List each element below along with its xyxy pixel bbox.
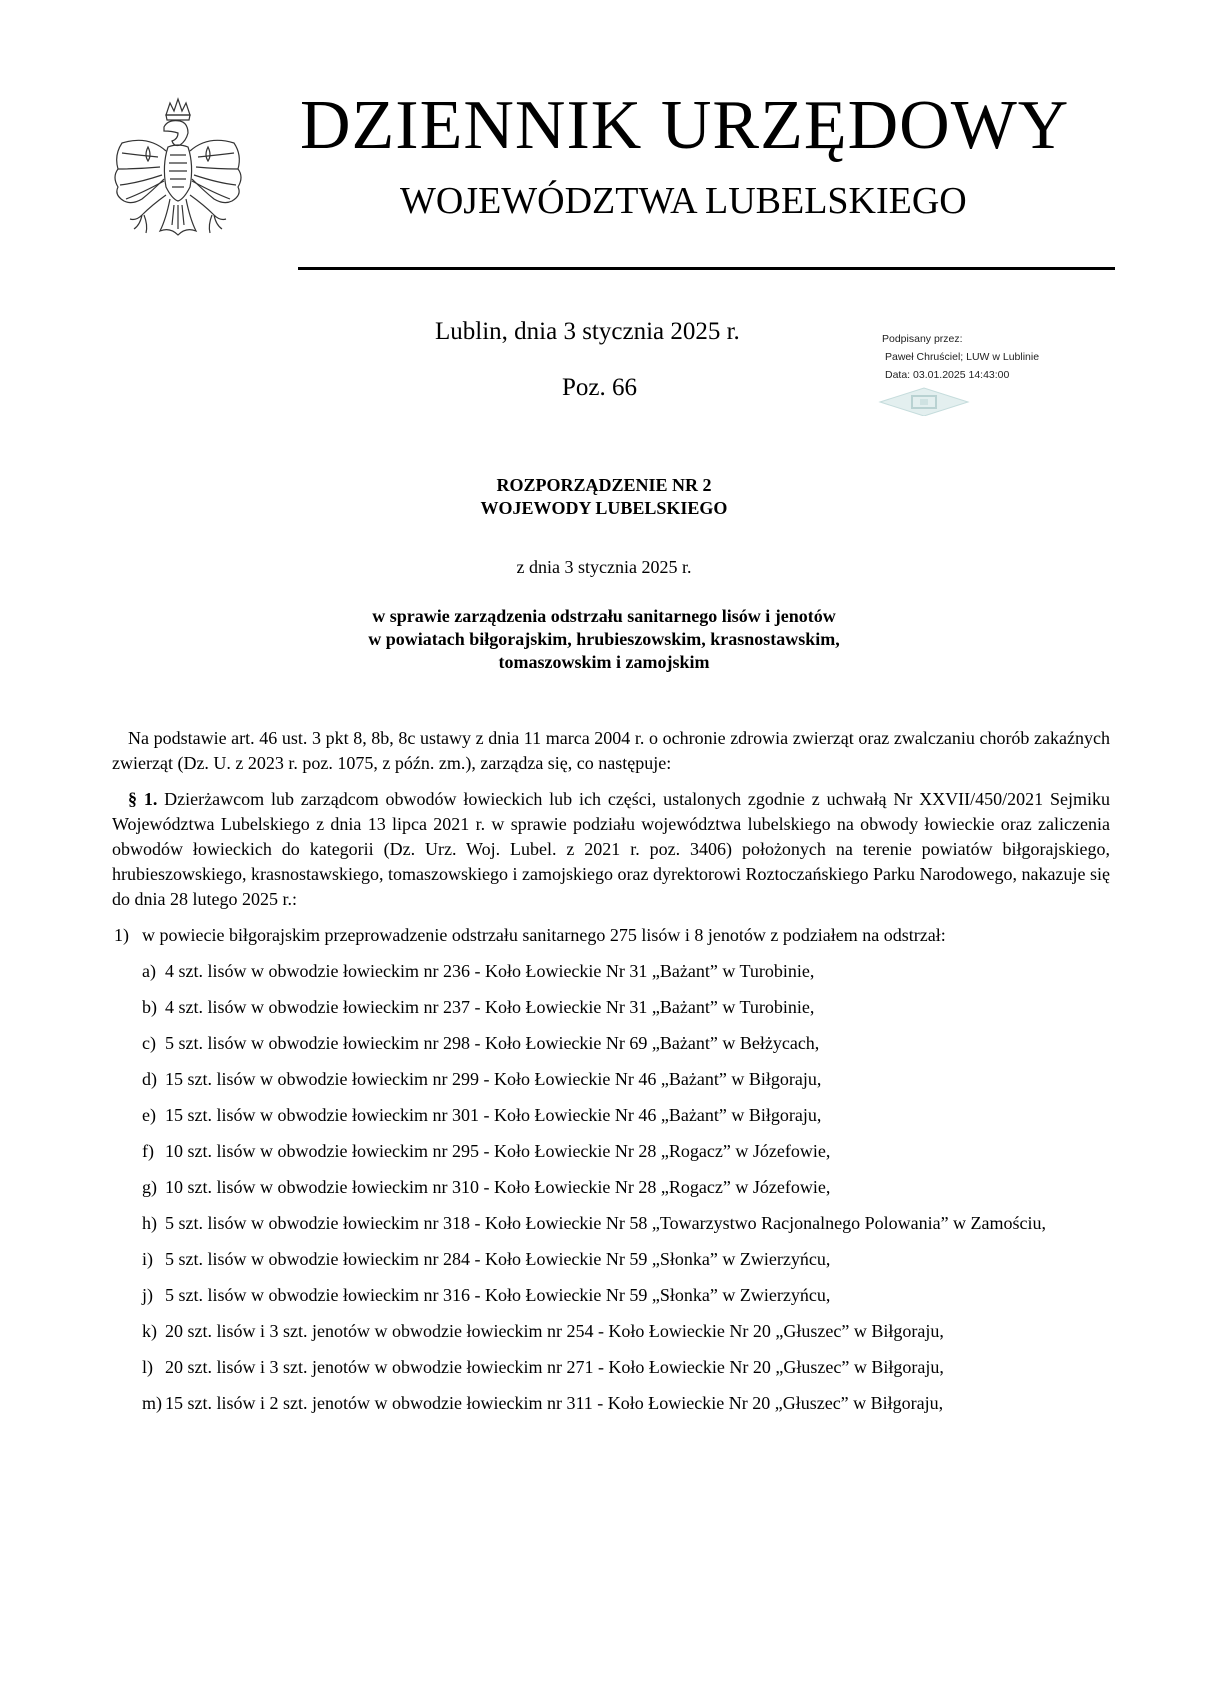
subpoint-letter: j) xyxy=(142,1285,153,1305)
subpoint-letter: k) xyxy=(142,1321,157,1341)
subpoint-text: 5 szt. lisów w obwodzie łowieckim nr 316 - Koło Łowieckie Nr 59 „Słonka” w Zwierzyńcu, xyxy=(165,1285,831,1305)
subpoint-text: 10 szt. lisów w obwodzie łowieckim nr 310 - Koło Łowieckie Nr 28 „Rogacz” w Józefowie, xyxy=(165,1177,831,1197)
subpoint-text: 15 szt. lisów w obwodzie łowieckim nr 299 - Koło Łowieckie Nr 46 „Bażant” w Biłgoraju, xyxy=(165,1069,822,1089)
signature-signer: Paweł Chruściel; LUW w Lublinie xyxy=(885,351,1040,363)
subpoint-letter: h) xyxy=(142,1213,157,1233)
polish-eagle-emblem-icon xyxy=(108,95,248,260)
subpoint-text: 20 szt. lisów i 3 szt. jenotów w obwodzie łowieckim nr 271 - Koło Łowieckie Nr 20 „Głuszec” w Biłgoraju, xyxy=(165,1357,944,1377)
journal-title: DZIENNIK URZĘDOWY xyxy=(300,87,1070,164)
subpoint-l xyxy=(142,1355,1110,1380)
subpoint-letter: m) xyxy=(142,1393,162,1413)
subpoint-e xyxy=(142,1103,1110,1128)
section-1 xyxy=(112,787,1110,912)
act-subject-line1: w sprawie zarządzenia odstrzału sanitarnego lisów i jenotów xyxy=(372,606,836,626)
act-title-line1: ROZPORZĄDZENIE NR 2 xyxy=(496,475,712,495)
subpoint-text: 20 szt. lisów i 3 szt. jenotów w obwodzie łowieckim nr 254 - Koło Łowieckie Nr 20 „Głuszec” w Biłgoraju, xyxy=(165,1321,944,1341)
subpoint-letter: l) xyxy=(142,1357,153,1377)
subpoint-letter: d) xyxy=(142,1069,157,1089)
subpoint-text: 15 szt. lisów i 2 szt. jenotów w obwodzie łowieckim nr 311 - Koło Łowieckie Nr 20 „Głuszec” w Biłgoraju, xyxy=(165,1393,944,1413)
journal-subtitle: WOJEWÓDZTWA LUBELSKIEGO xyxy=(400,180,967,222)
act-date: z dnia 3 stycznia 2025 r. xyxy=(516,557,692,577)
signature-date: Data: 03.01.2025 14:43:00 xyxy=(885,369,1010,381)
act-title xyxy=(0,474,1208,520)
subpoint-m xyxy=(142,1391,1110,1416)
subpoint-k xyxy=(142,1319,1110,1344)
subpoint-text: 4 szt. lisów w obwodzie łowieckim nr 236 - Koło Łowieckie Nr 31 „Bażant” w Turobinie, xyxy=(165,961,815,981)
act-subject-line3: tomaszowskim i zamojskim xyxy=(498,652,710,672)
subpoint-a xyxy=(142,959,1110,984)
act-subject xyxy=(0,605,1208,674)
section-1-text: Dzierżawcom lub zarządcom obwodów łowieckich lub ich części, ustalonych zgodnie z uchwałą Nr XXVII/450/2021 Sejmiku Województwa Lubelskiego z dnia 13 lipca 2021 r. w sprawie podziału województwa lubelskiego na obwody łowieckie oraz zaliczenia obwodów łowieckich do kategorii (Dz. Urz. Woj. Lubel. z 2021 r. poz. 3406) położonych na terenie powiatów biłgorajskiego, hrubieszowskiego, krasnostawskiego, tomaszowskiego i zamojskiego oraz dyrektorowi Roztoczańskiego Parku Narodowego, nakazuje się do dnia 28 lutego 2025 r.: xyxy=(112,789,1111,909)
act-body xyxy=(112,726,1110,1427)
section-1-mark: § 1. xyxy=(128,789,158,809)
subpoint-f xyxy=(142,1139,1110,1164)
subpoint-letter: e) xyxy=(142,1105,156,1125)
point-1-number: 1) xyxy=(114,925,129,945)
subpoint-letter: f) xyxy=(142,1141,154,1161)
subpoint-text: 10 szt. lisów w obwodzie łowieckim nr 295 - Koło Łowieckie Nr 28 „Rogacz” w Józefowie, xyxy=(165,1141,831,1161)
subpoint-b xyxy=(142,995,1110,1020)
subpoint-text: 5 szt. lisów w obwodzie łowieckim nr 284 - Koło Łowieckie Nr 59 „Słonka” w Zwierzyńcu, xyxy=(165,1249,831,1269)
subpoint-j xyxy=(142,1283,1110,1308)
subpoint-text: 4 szt. lisów w obwodzie łowieckim nr 237 - Koło Łowieckie Nr 31 „Bażant” w Turobinie, xyxy=(165,997,815,1017)
act-title-line2: WOJEWODY LUBELSKIEGO xyxy=(480,498,728,518)
point-1-text: w powiecie biłgorajskim przeprowadzenie odstrzału sanitarnego 275 lisów i 8 jenotów z podziałem na odstrzał: xyxy=(142,925,946,945)
subpoint-g xyxy=(142,1175,1110,1200)
subpoint-i xyxy=(142,1247,1110,1272)
subpoint-text: 5 szt. lisów w obwodzie łowieckim nr 318 - Koło Łowieckie Nr 58 „Towarzystwo Racjonalnego Polowania” w Zamościu, xyxy=(165,1213,1047,1233)
subpoint-letter: a) xyxy=(142,961,156,981)
subpoint-letter: b) xyxy=(142,997,157,1017)
subpoint-h xyxy=(142,1211,1110,1236)
subpoint-letter: c) xyxy=(142,1033,156,1053)
subpoint-letter: g) xyxy=(142,1177,157,1197)
subpoint-d xyxy=(142,1067,1110,1092)
subpoint-c xyxy=(142,1031,1110,1056)
position-number: Poz. 66 xyxy=(562,374,637,401)
place-and-date: Lublin, dnia 3 stycznia 2025 r. xyxy=(435,318,740,345)
act-subject-line2: w powiatach biłgorajskim, hrubieszowskim, krasnostawskim, xyxy=(368,629,840,649)
subpoint-text: 5 szt. lisów w obwodzie łowieckim nr 298 - Koło Łowieckie Nr 69 „Bażant” w Bełżycach, xyxy=(165,1033,820,1053)
preamble: Na podstawie art. 46 ust. 3 pkt 8, 8b, 8c ustawy z dnia 11 marca 2004 r. o ochronie zdrowia zwierząt oraz zwalczaniu chorób zakaźnych zwierząt (Dz. U. z 2023 r. poz. 1075, z późn. zm.), zarządza się, co następuje: xyxy=(112,728,1110,773)
digital-signature-stamp-icon xyxy=(876,386,972,416)
digital-signature-block xyxy=(882,330,1039,384)
subpoint-letter: i) xyxy=(142,1249,153,1269)
masthead-divider xyxy=(298,267,1115,270)
signature-label: Podpisany przez: xyxy=(882,333,963,345)
subpoint-text: 15 szt. lisów w obwodzie łowieckim nr 301 - Koło Łowieckie Nr 46 „Bażant” w Biłgoraju, xyxy=(165,1105,822,1125)
subpoint-list xyxy=(142,959,1110,1416)
point-1 xyxy=(112,923,1110,1416)
